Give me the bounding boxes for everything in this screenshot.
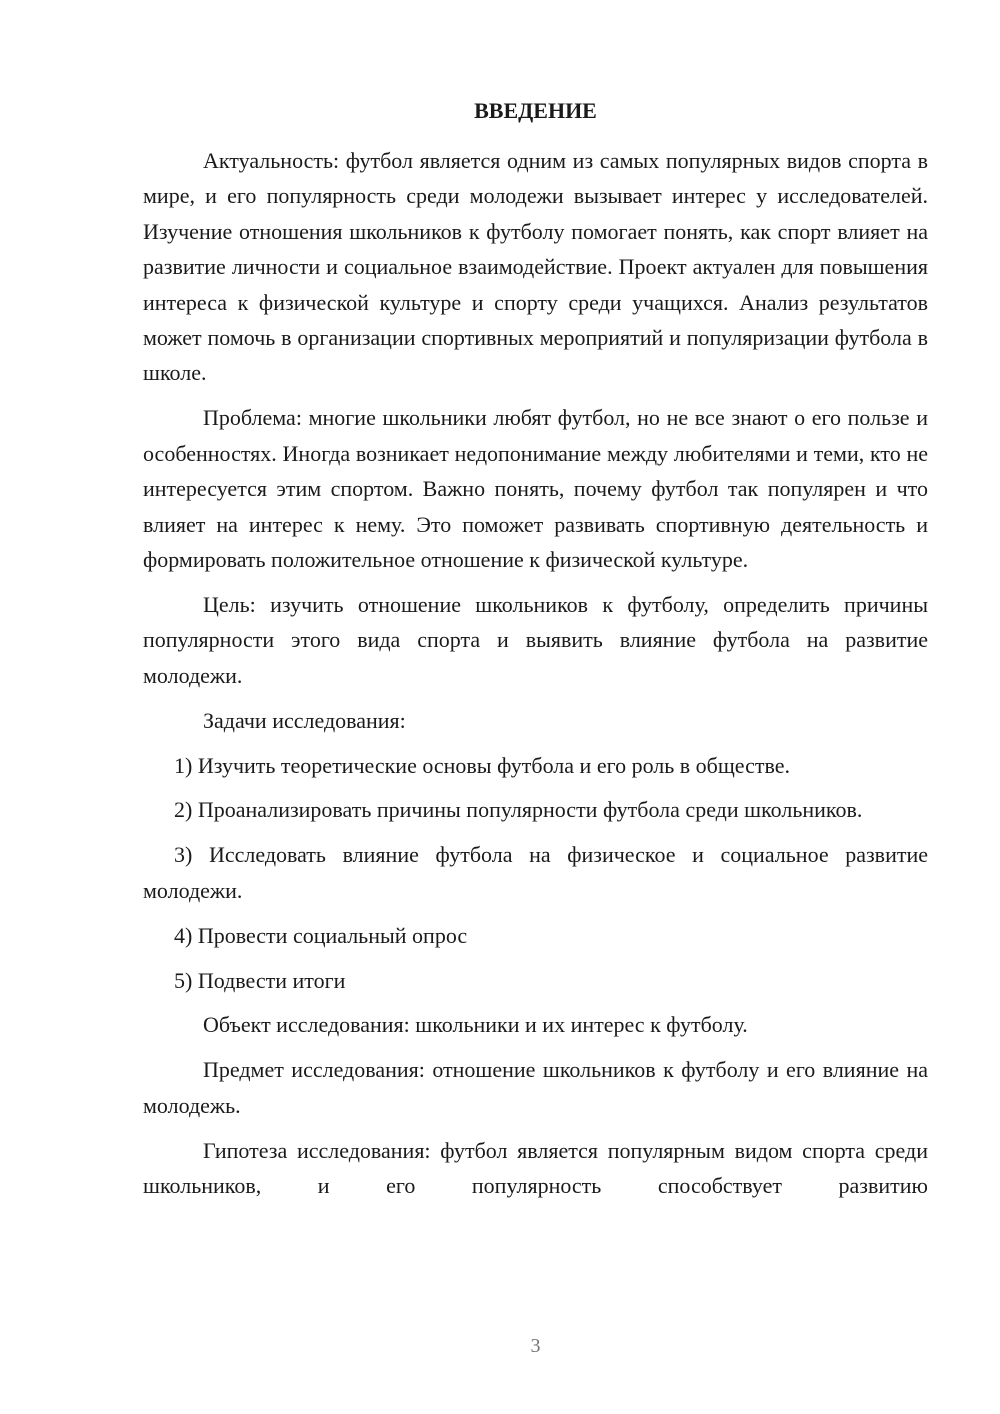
task-item-2: 2) Проанализировать причины популярности футбола среди школьников. xyxy=(174,797,863,823)
paragraph-object: Объект исследования: школьники и их интерес к футболу. xyxy=(203,1012,748,1038)
task-item-1: 1) Изучить теоретические основы футбола и его роль в обществе. xyxy=(174,752,791,778)
paragraph-hypothesis: Гипотеза исследования: футбол является популярным видом спорта среди школьников, и его популярность способствует развитию xyxy=(143,1137,928,1199)
task-item-5: 5) Подвести итоги xyxy=(174,967,346,993)
task-item-3: 3) Исследовать влияние футбола на физическое и социальное развитие молодежи. xyxy=(143,842,928,903)
paragraph-tasks-heading: Задачи исследования: xyxy=(203,707,406,733)
paragraph-problem: Проблема: многие школьники любят футбол, но не все знают о его пользе и особенностях. Иногда возникает недопонимание между любителями и теми, кто не интересуется этим спортом. Важно понять, почему футбол так популярен и что влияет на интерес к нему. Это поможет развивать спортивную деятельность и формировать положительное отношение к физической культуре. xyxy=(143,405,928,572)
task-item-4: 4) Провести социальный опрос xyxy=(174,922,468,948)
document-body xyxy=(143,143,928,1213)
paragraph-goal: Цель: изучить отношение школьников к футболу, определить причины популярности этого вида спорта и выявить влияние футбола на развитие молодежи. xyxy=(143,591,928,688)
paragraph-subject: Предмет исследования: отношение школьников к футболу и его влияние на молодежь. xyxy=(143,1057,928,1118)
paragraph-relevance: Актуальность: футбол является одним из самых популярных видов спорта в мире, и его популярность среди молодежи вызывает интерес у исследователей. Изучение отношения школьников к футболу помогает понять, как спорт влияет на развитие личности и социальное взаимодействие. Проект актуален для повышения интереса к физической культуре и спорту среди учащихся. Анализ результатов может помочь в организации спортивных мероприятий и популяризации футбола в школе. xyxy=(143,148,928,386)
page-number: 3 xyxy=(530,1335,541,1357)
page-title: ВВЕДЕНИЕ xyxy=(474,98,597,123)
